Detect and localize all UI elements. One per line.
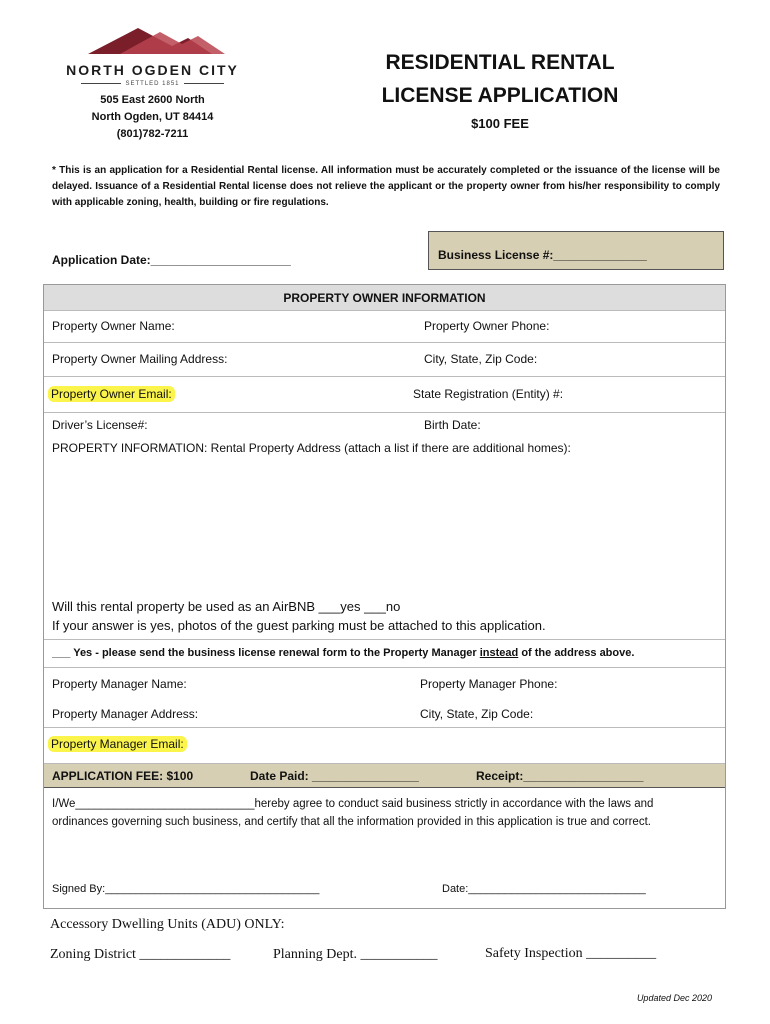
manager-email-field[interactable]: Property Manager Email: xyxy=(48,736,187,752)
manager-renewal-text: ___ Yes - please send the business license renewal form to the Property Manager xyxy=(52,647,480,659)
title-line-1: RESIDENTIAL RENTAL xyxy=(385,51,615,74)
manager-name-field[interactable]: Property Manager Name: xyxy=(52,677,187,691)
safety-inspection-field[interactable]: Safety Inspection __________ xyxy=(485,946,657,961)
owner-name-field[interactable]: Property Owner Name: xyxy=(52,319,175,333)
drivers-license-field[interactable]: Driver’s License#: xyxy=(52,418,148,432)
city-logo xyxy=(60,24,245,144)
intro-notice: * This is an application for a Residential Rental license. All information must be accurately completed or the issuance of the license will be delayed. Issuance of a Residential Rental license does not relieve the applicant or the property owner from his/her responsibility to comply with applicable zoning, health, building or fire regulations. xyxy=(52,165,720,208)
receipt-field[interactable]: Receipt:__________________ xyxy=(476,769,644,783)
license-birth-row xyxy=(44,413,725,439)
manager-renewal-row[interactable] xyxy=(44,640,725,668)
agreement-line-1[interactable]: I/We____________________________hereby agree to conduct said business strictly in accordance with the laws and xyxy=(52,798,654,810)
business-license-field[interactable]: Business License #:______________ xyxy=(438,248,647,262)
manager-name-row xyxy=(44,668,725,698)
address-line-1: 505 East 2600 North xyxy=(100,94,205,106)
logo-tagline: SETTLED 1851 xyxy=(60,81,245,87)
mountain-logo-icon xyxy=(60,24,245,60)
title-line-2: LICENSE APPLICATION xyxy=(381,84,619,107)
manager-renewal-emphasis: instead xyxy=(479,647,519,659)
date-paid-field[interactable]: Date Paid: ________________ xyxy=(250,769,419,783)
owner-email-field[interactable]: Property Owner Email: xyxy=(48,386,175,402)
owner-email-row xyxy=(44,377,725,413)
state-registration-field[interactable]: State Registration (Entity) #: xyxy=(413,387,564,401)
owner-city-state-zip-field[interactable]: City, State, Zip Code: xyxy=(424,352,538,366)
application-fee-label: APPLICATION FEE: $100 xyxy=(52,769,194,783)
signature-field[interactable]: Signed By:___________________________________ xyxy=(52,883,320,895)
signature-date-field[interactable]: Date:_____________________________ xyxy=(442,883,646,895)
updated-date: Updated Dec 2020 xyxy=(636,993,712,1003)
manager-address-row xyxy=(44,698,725,728)
planning-dept-field[interactable]: Planning Dept. ___________ xyxy=(273,947,438,962)
manager-city-state-zip-field[interactable]: City, State, Zip Code: xyxy=(420,707,534,721)
application-form xyxy=(43,284,726,909)
owner-mailing-address-field[interactable]: Property Owner Mailing Address: xyxy=(52,352,228,366)
birth-date-field[interactable]: Birth Date: xyxy=(424,418,481,432)
manager-renewal-option[interactable] xyxy=(52,647,634,659)
agreement-section xyxy=(44,788,725,908)
fee-row xyxy=(44,764,725,788)
airbnb-note: If your answer is yes, photos of the guest parking must be attached to this application. xyxy=(52,618,546,633)
owner-phone-field[interactable]: Property Owner Phone: xyxy=(424,319,550,333)
airbnb-question[interactable]: Will this rental property be used as an AirBNB ___yes ___no xyxy=(52,599,401,614)
manager-renewal-suffix: of the address above. xyxy=(518,647,635,659)
owner-name-row xyxy=(44,311,725,343)
property-info-section[interactable] xyxy=(44,439,725,640)
agreement-line-2: ordinances governing such business, and certify that all the information provided in this application is true and correct. xyxy=(52,816,651,828)
manager-phone-field[interactable]: Property Manager Phone: xyxy=(420,677,558,691)
logo-city-name: NORTH OGDEN CITY xyxy=(66,62,239,78)
zoning-district-field[interactable]: Zoning District _____________ xyxy=(50,947,231,962)
application-date-field[interactable]: Application Date:_____________________ xyxy=(52,253,291,267)
manager-email-row xyxy=(44,728,725,764)
fee-label: $100 FEE xyxy=(471,116,529,131)
phone-number: (801)782-7211 xyxy=(116,128,189,140)
page-title xyxy=(350,46,650,112)
business-license-box[interactable] xyxy=(428,231,724,270)
owner-address-row xyxy=(44,343,725,377)
adu-heading: Accessory Dwelling Units (ADU) ONLY: xyxy=(50,917,285,932)
address-line-2: North Ogden, UT 84414 xyxy=(91,111,214,123)
owner-section-heading: PROPERTY OWNER INFORMATION xyxy=(44,285,725,311)
property-info-heading: PROPERTY INFORMATION: Rental Property Address (attach a list if there are additional homes): xyxy=(52,441,571,455)
manager-address-field[interactable]: Property Manager Address: xyxy=(52,707,199,721)
